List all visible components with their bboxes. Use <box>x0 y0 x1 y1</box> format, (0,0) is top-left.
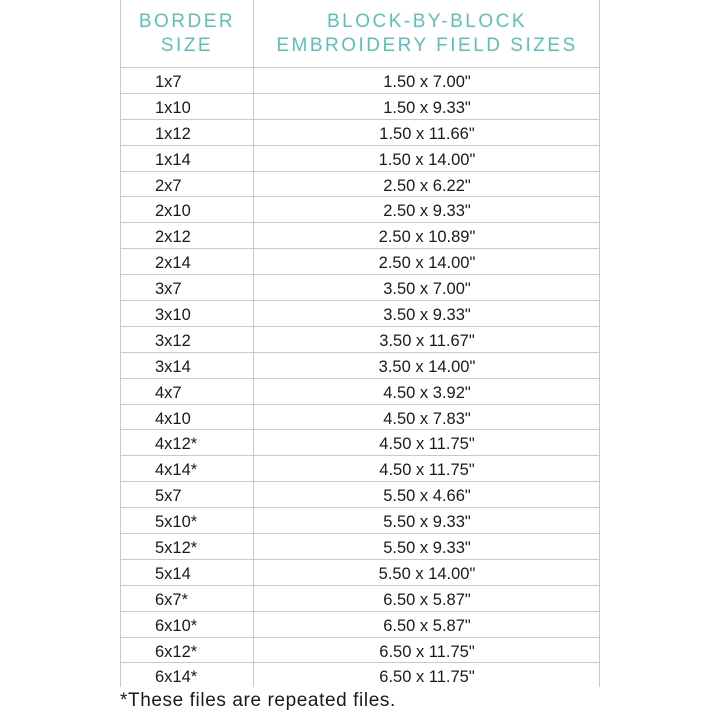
border-size-cell: 3x12 <box>155 331 191 350</box>
border-size-cell: 4x7 <box>155 383 182 402</box>
field-size-cell: 4.50 x 11.75" <box>379 435 475 454</box>
field-size-cell: 2.50 x 10.89" <box>378 228 476 247</box>
table-row <box>121 405 599 431</box>
field-size-cell: 6.50 x 5.87" <box>383 590 471 609</box>
field-size-cell: 5.50 x 9.33" <box>383 513 471 532</box>
table-row <box>121 249 599 275</box>
border-size-header-line2: SIZE <box>160 35 214 56</box>
table-row <box>121 379 599 405</box>
field-size-cell: 6.50 x 11.75" <box>379 668 475 687</box>
border-size-cell: 4x10 <box>155 409 191 428</box>
field-sizes-header-line2: EMBROIDERY FIELD SIZES <box>276 35 578 56</box>
field-size-cell: 3.50 x 14.00" <box>378 357 476 376</box>
field-size-cell: 4.50 x 3.92" <box>383 383 471 402</box>
border-size-cell: 1x10 <box>155 98 191 117</box>
table-row <box>121 586 599 612</box>
border-size-cell: 1x14 <box>155 150 191 169</box>
border-size-cell: 6x10* <box>155 616 198 635</box>
border-size-cell: 5x12* <box>155 539 198 558</box>
table-row <box>121 638 599 664</box>
border-size-header <box>121 0 253 68</box>
table-row <box>121 120 599 146</box>
border-size-cell: 6x7* <box>155 590 189 609</box>
table-row <box>121 508 599 534</box>
border-size-header-line1: BORDER <box>138 11 236 32</box>
field-size-cell: 2.50 x 9.33" <box>383 202 471 221</box>
field-size-cell: 1.50 x 14.00" <box>378 150 476 169</box>
table-row <box>121 456 599 482</box>
table-row <box>121 197 599 223</box>
field-sizes-header-line1: BLOCK-BY-BLOCK <box>326 11 528 32</box>
field-size-cell: 5.50 x 14.00" <box>378 564 476 583</box>
border-size-cell: 1x12 <box>155 124 191 143</box>
field-size-cell: 2.50 x 14.00" <box>378 254 476 273</box>
border-size-cell: 2x14 <box>155 254 191 273</box>
embroidery-size-table <box>120 0 600 687</box>
border-size-cell: 3x10 <box>155 306 191 325</box>
table-body <box>121 68 599 689</box>
table-row <box>121 663 599 689</box>
field-size-cell: 2.50 x 6.22" <box>383 176 471 195</box>
field-size-cell: 4.50 x 11.75" <box>379 461 475 480</box>
footnote: *These files are repeated files. <box>120 690 396 711</box>
field-size-cell: 6.50 x 5.87" <box>383 616 471 635</box>
table-row <box>121 327 599 353</box>
field-size-cell: 5.50 x 4.66" <box>383 487 471 506</box>
border-size-cell: 2x7 <box>155 176 182 195</box>
table-row <box>121 94 599 120</box>
border-size-cell: 4x12* <box>155 435 198 454</box>
table-row <box>121 275 599 301</box>
border-size-cell: 5x14 <box>155 564 191 583</box>
table-row <box>121 223 599 249</box>
field-size-cell: 1.50 x 7.00" <box>383 73 471 91</box>
field-size-cell: 3.50 x 9.33" <box>383 306 471 325</box>
table-row <box>121 301 599 327</box>
border-size-cell: 3x7 <box>155 280 182 299</box>
field-size-cell: 5.50 x 9.33" <box>383 539 471 558</box>
table-row <box>121 172 599 198</box>
field-sizes-header <box>254 0 600 68</box>
border-size-cell: 2x12 <box>155 228 191 247</box>
table-row <box>121 146 599 172</box>
table-row <box>121 353 599 379</box>
table-row <box>121 612 599 638</box>
border-size-cell: 6x12* <box>155 642 198 661</box>
border-size-cell: 3x14 <box>155 357 191 376</box>
field-size-cell: 3.50 x 11.67" <box>379 331 475 350</box>
table-row <box>121 482 599 508</box>
border-size-cell: 4x14* <box>155 461 198 480</box>
table-row <box>121 560 599 586</box>
table-header-row <box>121 0 599 68</box>
border-size-cell: 5x7 <box>155 487 182 506</box>
field-size-cell: 1.50 x 11.66" <box>379 124 475 143</box>
table-row <box>121 68 599 94</box>
field-size-cell: 6.50 x 11.75" <box>379 642 475 661</box>
field-size-cell: 4.50 x 7.83" <box>383 409 471 428</box>
border-size-cell: 5x10* <box>155 513 198 532</box>
field-size-cell: 3.50 x 7.00" <box>383 280 471 299</box>
border-size-cell: 2x10 <box>155 202 191 221</box>
table-row <box>121 534 599 560</box>
table-row <box>121 430 599 456</box>
field-size-cell: 1.50 x 9.33" <box>383 98 471 117</box>
border-size-cell: 1x7 <box>155 73 182 91</box>
border-size-cell: 6x14* <box>155 668 198 687</box>
